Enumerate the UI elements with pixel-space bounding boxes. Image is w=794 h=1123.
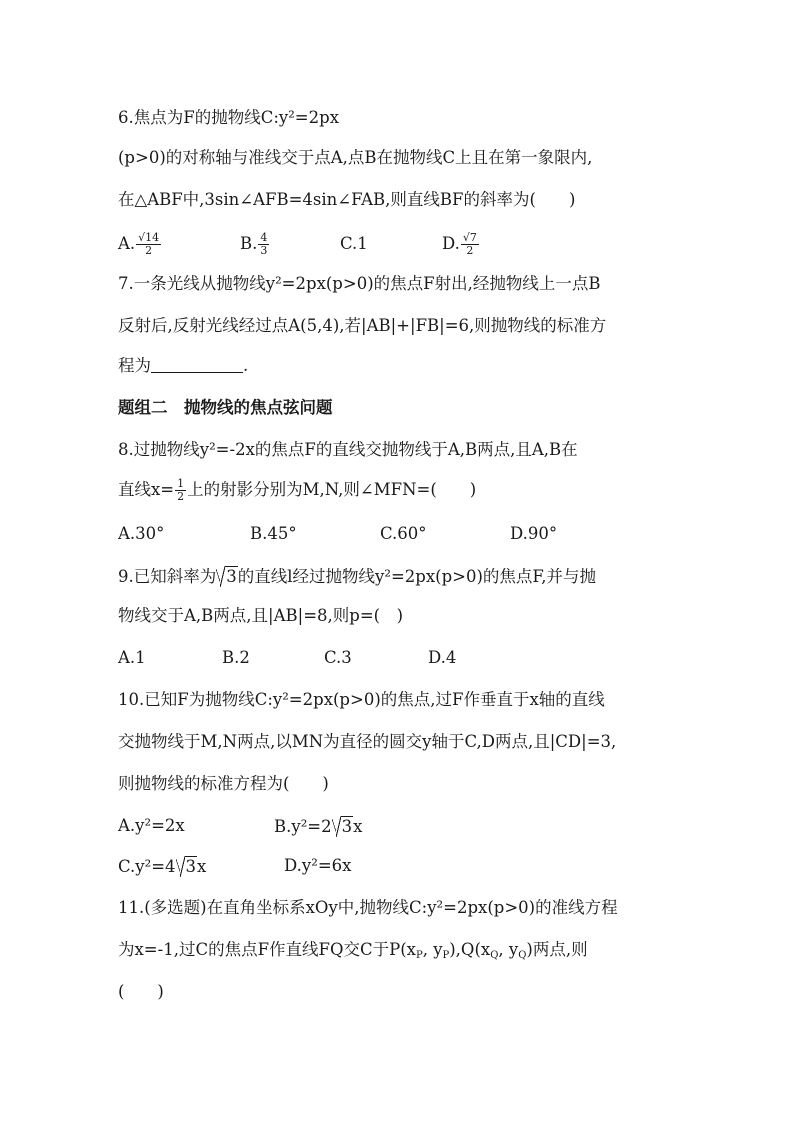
q6-option-a: A. $\frac{√14}{2}$ xyxy=(118,231,160,257)
q8-line2: 直线x= $\frac{1}{2}$ 上的射影分别为M,N,则∠MFN=( ) xyxy=(118,477,477,503)
q6-line1: 6.焦点为F的抛物线C:y²=2px xyxy=(118,108,340,127)
q10-line1: 10.已知F为抛物线C:y²=2px(p>0)的焦点,过F作垂直于x轴的直线 xyxy=(118,690,605,709)
q8-option-c: C.60° xyxy=(380,524,427,543)
q7-line2: 反射后,反射光线经过点A(5,4),若|AB|+|FB|=6,则抛物线的标准方 xyxy=(118,316,607,335)
q9-option-c: C.3 xyxy=(324,648,352,667)
q9-option-b: B.2 xyxy=(222,648,250,667)
q6-line3: 在△ABF中,3sin∠AFB=4sin∠FAB,则直线BF的斜率为( ) xyxy=(118,190,576,209)
q6-option-d: D. $\frac{√7}{2}$ xyxy=(442,231,477,257)
q11-line2: 为x=-1,过C的焦点F作直线FQ交C于$P(x_P$, $y_P),Q(x_Q$, $y_Q$)两点,则 xyxy=(118,940,588,961)
sqrt-symbol: 3 xyxy=(332,816,354,837)
q7-line3: 程为 . xyxy=(118,356,249,375)
q7-line1: 7.一条光线从抛物线y²=2px(p>0)的焦点F射出,经抛物线上一点B xyxy=(118,274,601,293)
q11-line3: ( ) xyxy=(118,982,164,1001)
q8-option-a: A.30° xyxy=(118,524,165,543)
q9-line2: 物线交于A,B两点,且|AB|=8,则p=( ) xyxy=(118,606,404,625)
q6-option-b: B. $\frac{4}{3}$ xyxy=(240,231,268,257)
q8-line1: 8.过抛物线y²=-2x的焦点F的直线交抛物线于A,B两点,且A,B在 xyxy=(118,440,578,459)
sqrt-symbol: 3 xyxy=(216,566,238,587)
q11-line1: 11.(多选题)在直角坐标系xOy中,抛物线C:y²=2px(p>0)的准线方程 xyxy=(118,898,618,917)
q8-option-b: B.45° xyxy=(250,524,297,543)
q6-option-c: C.1 xyxy=(340,234,368,253)
sqrt-symbol: 3 xyxy=(176,856,198,877)
q10-option-d: D.y²=6x xyxy=(284,856,352,875)
q6-line2: (p>0)的对称轴与准线交于点A,点B在抛物线C上且在第一象限内, xyxy=(118,148,593,167)
q8-option-d: D.90° xyxy=(510,524,558,543)
q9-option-a: A.1 xyxy=(118,648,146,667)
q10-line3: 则抛物线的标准方程为( ) xyxy=(118,774,329,793)
q9-line1: 9.已知斜率为 3的直线l经过抛物线y²=2px(p>0)的焦点F,并与抛 xyxy=(118,567,597,586)
answer-blank xyxy=(151,358,243,373)
q10-option-a: A.y²=2x xyxy=(118,816,185,835)
q10-option-c: C.y²=4 3x xyxy=(118,857,207,876)
q9-option-d: D.4 xyxy=(428,648,457,667)
section-heading: 题组二 抛物线的焦点弦问题 xyxy=(118,398,333,417)
q10-option-b: B.y²=2 3x xyxy=(274,817,363,836)
q10-line2: 交抛物线于M,N两点,以MN为直径的圆交y轴于C,D两点,且|CD|=3, xyxy=(118,732,617,751)
